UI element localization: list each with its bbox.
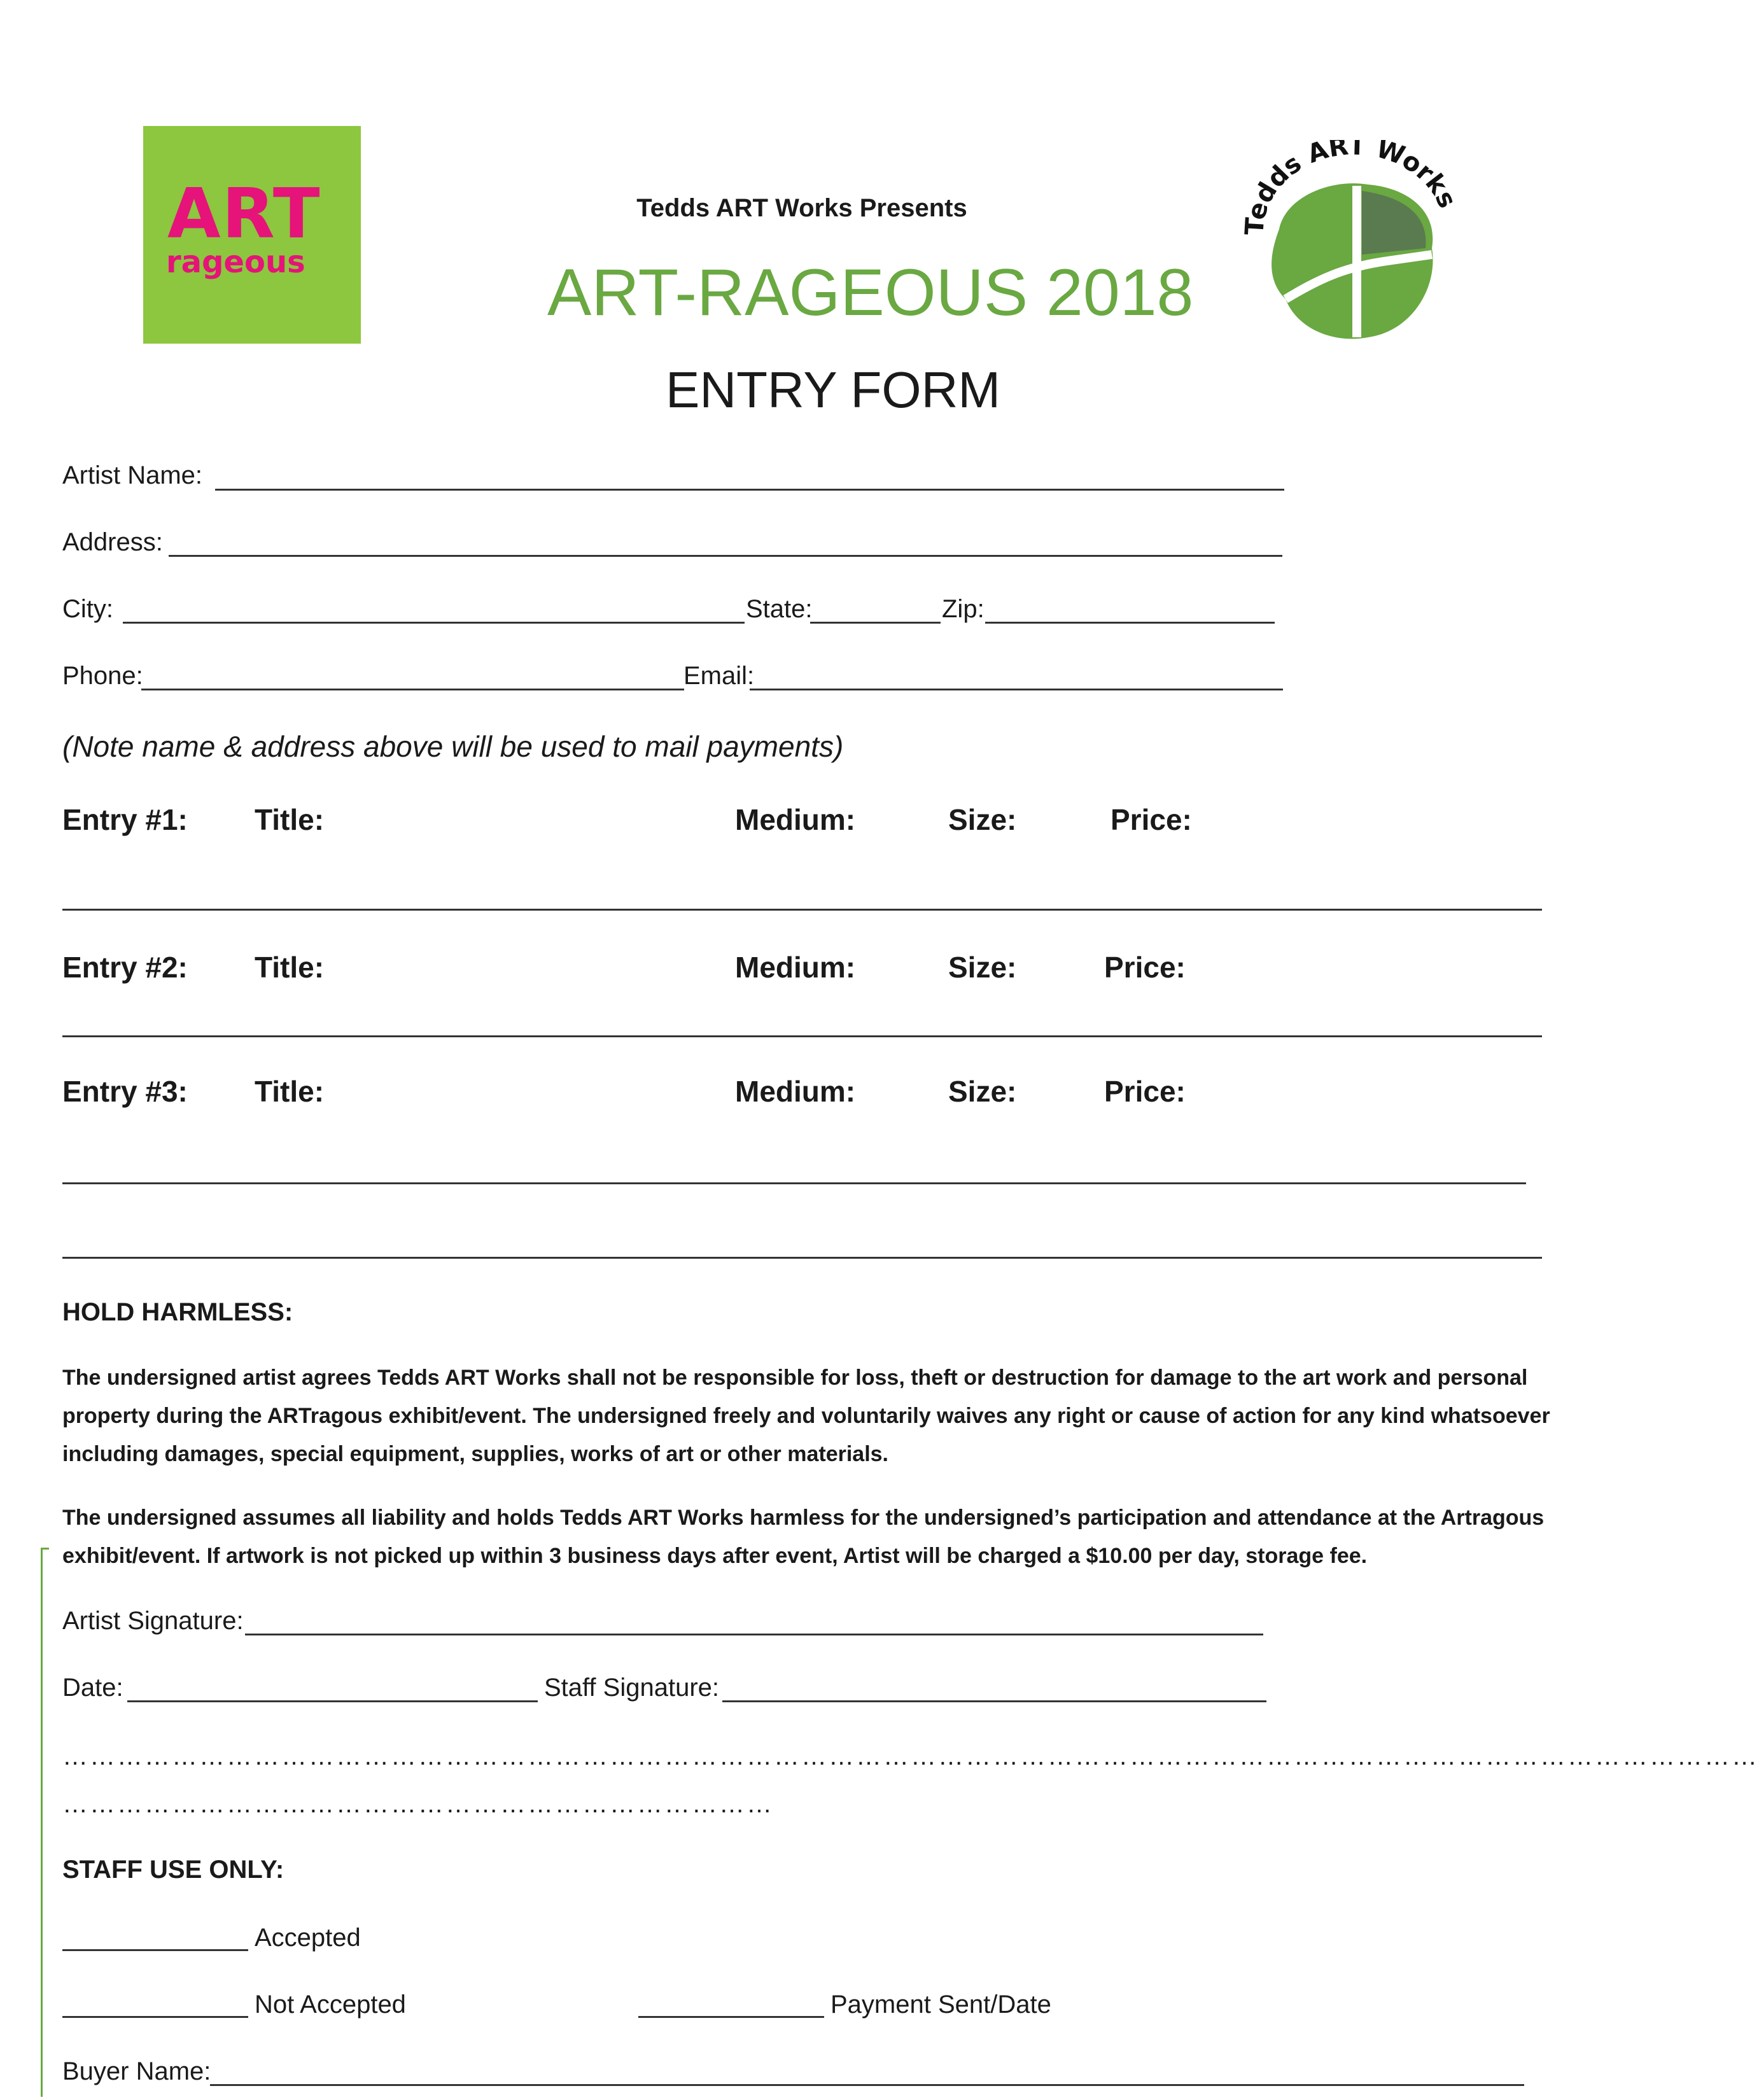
entry-3-size-label: Size: — [948, 1075, 1017, 1108]
accepted-label: Accepted — [255, 1924, 361, 1952]
email-label: Email: — [683, 662, 755, 690]
logo-art-text: ART — [167, 174, 321, 254]
dotted-separator-2: …………………………………………………………………… — [62, 1790, 774, 1818]
payment-sent-field[interactable] — [638, 2016, 824, 2018]
entry-2-title-label: Title: — [255, 951, 325, 984]
entry-1-medium-label: Medium: — [735, 803, 856, 836]
entry-2-price-label: Price: — [1104, 951, 1186, 984]
logo-rageous-text: rageous — [166, 244, 305, 280]
artist-signature-label: Artist Signature: — [62, 1607, 244, 1635]
address-field[interactable] — [169, 555, 1282, 557]
state-field[interactable] — [810, 622, 941, 624]
form-title: ENTRY FORM — [666, 361, 1000, 418]
not-accepted-field[interactable] — [62, 2016, 248, 2018]
hold-harmless-heading: HOLD HARMLESS: — [62, 1298, 293, 1326]
entry-1-line[interactable] — [62, 909, 1542, 911]
entry-2-size-label: Size: — [948, 951, 1017, 984]
event-title: ART-RAGEOUS 2018 — [547, 256, 1194, 330]
staff-signature-field[interactable] — [722, 1700, 1266, 1702]
entry-1-price-label: Price: — [1111, 803, 1192, 836]
phone-field[interactable] — [141, 689, 684, 690]
entry-extra-line[interactable] — [62, 1257, 1542, 1259]
email-field[interactable] — [750, 689, 1283, 690]
artist-signature-field[interactable] — [245, 1634, 1263, 1635]
tedds-art-works-logo — [1241, 140, 1470, 350]
date-field[interactable] — [127, 1700, 538, 1702]
zip-label: Zip: — [942, 595, 985, 623]
artist-name-label: Artist Name: — [62, 461, 203, 489]
entry-1-size-label: Size: — [948, 803, 1017, 836]
artist-name-field[interactable] — [215, 489, 1284, 491]
logo-ring-text: Tedds ART Works — [1241, 140, 1462, 236]
phone-label: Phone: — [62, 662, 143, 690]
payment-sent-label: Payment Sent/Date — [830, 1991, 1051, 2019]
entry-1-label: Entry #1: — [62, 803, 188, 836]
entry-2-medium-label: Medium: — [735, 951, 856, 984]
buyer-name-field[interactable] — [210, 2084, 1524, 2086]
not-accepted-label: Not Accepted — [255, 1991, 406, 2019]
buyer-name-label: Buyer Name: — [62, 2057, 211, 2085]
city-field[interactable] — [123, 622, 745, 624]
entry-3-medium-label: Medium: — [735, 1075, 856, 1108]
entry-2-line[interactable] — [62, 1035, 1542, 1037]
date-label: Date: — [62, 1674, 123, 1702]
zip-field[interactable] — [985, 622, 1275, 624]
address-label: Address: — [62, 528, 163, 556]
staff-signature-label: Staff Signature: — [544, 1674, 719, 1702]
hold-harmless-paragraph-1: The undersigned artist agrees Tedds ART Works shall not be responsible for loss, theft or destruction for damage to the art work and personal property during the ARTragous exhibit/event. The undersigned freely and voluntarily waives any right or cause of action for any kind whatsoever including damages, special equipment, supplies, works of art or other materials. — [62, 1366, 1550, 1466]
entry-3-line[interactable] — [62, 1182, 1526, 1184]
entry-3-label: Entry #3: — [62, 1075, 188, 1108]
entry-2-label: Entry #2: — [62, 951, 188, 984]
tedds-logo-graphic — [1241, 140, 1470, 350]
artrageous-logo — [143, 126, 361, 344]
presents-line: Tedds ART Works Presents — [636, 194, 967, 222]
entry-1-title-label: Title: — [255, 803, 325, 836]
staff-use-heading: STAFF USE ONLY: — [62, 1856, 284, 1884]
margin-bracket — [41, 1548, 49, 2097]
dotted-separator-1: …………………………………………………………………………………………………………………………………………………………………… — [62, 1742, 1759, 1770]
entry-3-title-label: Title: — [255, 1075, 325, 1108]
entry-3-price-label: Price: — [1104, 1075, 1186, 1108]
hold-harmless-paragraph-2: The undersigned assumes all liability and holds Tedds ART Works harmless for the undersigned’s participation and attendance at the Artragous exhibit/event. If artwork is not picked up within 3 business days after event, Artist will be charged a $10.00 per day, storage fee. — [62, 1506, 1545, 1568]
mail-payments-note: (Note name & address above will be used to mail payments) — [62, 730, 844, 763]
state-label: State: — [746, 595, 813, 623]
city-label: City: — [62, 595, 113, 623]
accepted-field[interactable] — [62, 1949, 248, 1951]
